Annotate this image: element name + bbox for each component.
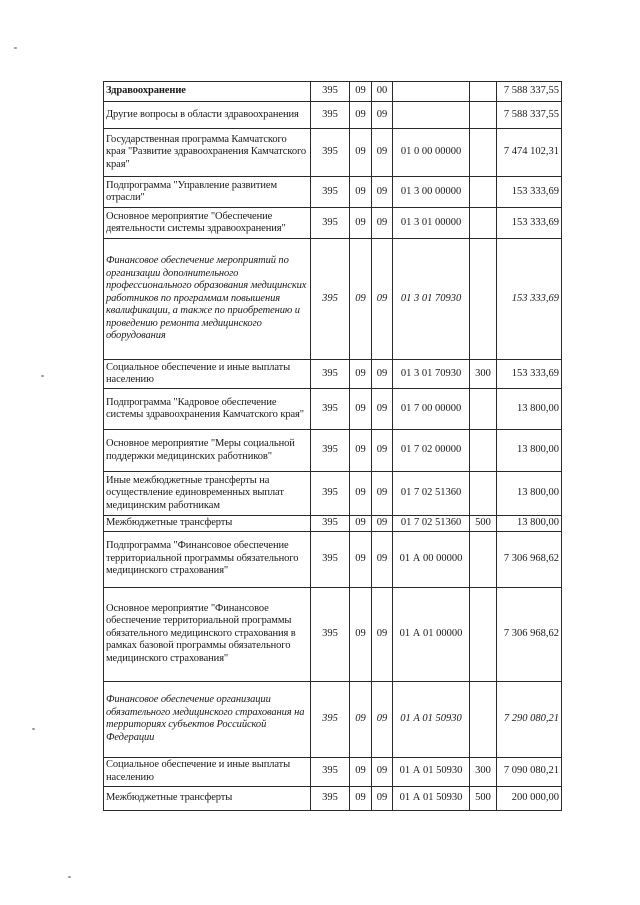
item-name-cell: Здравоохранение — [104, 82, 311, 102]
target-article-cell: 01 3 00 00000 — [393, 177, 470, 208]
section-code-cell: 09 — [350, 389, 372, 430]
table-row — [104, 516, 562, 532]
subsection-code-cell: 09 — [372, 360, 393, 389]
item-name-cell: Другие вопросы в области здравоохранения — [104, 102, 311, 129]
amount-cell: 153 333,69 — [497, 360, 562, 389]
subsection-code-cell: 09 — [372, 516, 393, 532]
table-row — [104, 472, 562, 516]
grbs-code-cell: 395 — [311, 102, 350, 129]
section-code-cell: 09 — [350, 102, 372, 129]
section-code-cell: 09 — [350, 531, 372, 587]
table-row — [104, 389, 562, 430]
subsection-code-cell: 09 — [372, 129, 393, 177]
grbs-code-cell: 395 — [311, 681, 350, 757]
amount-cell: 13 800,00 — [497, 472, 562, 516]
grbs-code-cell: 395 — [311, 757, 350, 786]
section-code-cell: 09 — [350, 587, 372, 681]
target-article-cell — [393, 82, 470, 102]
amount-cell: 13 800,00 — [497, 516, 562, 532]
amount-cell: 7 588 337,55 — [497, 82, 562, 102]
table-row — [104, 757, 562, 786]
subsection-code-cell: 09 — [372, 389, 393, 430]
expense-type-cell — [470, 430, 497, 472]
expense-type-cell — [470, 129, 497, 177]
expense-type-cell — [470, 472, 497, 516]
table-row — [104, 360, 562, 389]
subsection-code-cell: 00 — [372, 82, 393, 102]
grbs-code-cell: 395 — [311, 516, 350, 532]
item-name-cell: Межбюджетные трансферты — [104, 516, 311, 532]
section-code-cell: 09 — [350, 360, 372, 389]
subsection-code-cell: 09 — [372, 786, 393, 810]
item-name-cell: Подпрограмма "Кадровое обеспечение системы здравоохранения Камчатского края" — [104, 389, 311, 430]
expense-type-cell — [470, 82, 497, 102]
target-article-cell: 01 3 01 00000 — [393, 208, 470, 239]
item-name-cell: Основное мероприятие "Меры социальной поддержки медицинских работников" — [104, 430, 311, 472]
target-article-cell: 01 А 01 00000 — [393, 587, 470, 681]
target-article-cell: 01 7 02 51360 — [393, 472, 470, 516]
target-article-cell: 01 0 00 00000 — [393, 129, 470, 177]
section-code-cell: 09 — [350, 516, 372, 532]
budget-table-body — [104, 82, 562, 811]
table-row — [104, 177, 562, 208]
section-code-cell: 09 — [350, 82, 372, 102]
expense-type-cell — [470, 102, 497, 129]
amount-cell: 153 333,69 — [497, 208, 562, 239]
expense-type-cell: 300 — [470, 360, 497, 389]
subsection-code-cell: 09 — [372, 472, 393, 516]
item-name-cell: Основное мероприятие "Обеспечение деятельности системы здравоохранения" — [104, 208, 311, 239]
scan-speck — [68, 876, 71, 878]
section-code-cell: 09 — [350, 208, 372, 239]
amount-cell: 200 000,00 — [497, 786, 562, 810]
grbs-code-cell: 395 — [311, 82, 350, 102]
amount-cell: 13 800,00 — [497, 389, 562, 430]
table-row — [104, 430, 562, 472]
section-code-cell: 09 — [350, 430, 372, 472]
target-article-cell: 01 3 01 70930 — [393, 239, 470, 360]
amount-cell: 7 090 080,21 — [497, 757, 562, 786]
table-row — [104, 681, 562, 757]
subsection-code-cell: 09 — [372, 239, 393, 360]
scan-speck — [14, 47, 17, 49]
item-name-cell: Финансовое обеспечение организации обязательного медицинского страхования на территориях субъектов Российской Федерации — [104, 681, 311, 757]
subsection-code-cell: 09 — [372, 757, 393, 786]
table-row — [104, 531, 562, 587]
scan-speck — [41, 375, 44, 377]
amount-cell: 7 290 080,21 — [497, 681, 562, 757]
item-name-cell: Иные межбюджетные трансферты на осуществление единовременных выплат медицинским работникам — [104, 472, 311, 516]
item-name-cell: Финансовое обеспечение мероприятий по организации дополнительного профессионального образования медицинских работников по программам повышения квалификации, а также по приобретению и проведению ремонта медицинского оборудования — [104, 239, 311, 360]
item-name-cell: Социальное обеспечение и иные выплаты населению — [104, 360, 311, 389]
expense-type-cell — [470, 177, 497, 208]
item-name-cell: Подпрограмма "Финансовое обеспечение территориальной программы обязательного медицинского страхования" — [104, 531, 311, 587]
item-name-cell: Социальное обеспечение и иные выплаты населению — [104, 757, 311, 786]
grbs-code-cell: 395 — [311, 360, 350, 389]
grbs-code-cell: 395 — [311, 472, 350, 516]
amount-cell: 7 474 102,31 — [497, 129, 562, 177]
table-row — [104, 587, 562, 681]
target-article-cell: 01 7 02 51360 — [393, 516, 470, 532]
target-article-cell — [393, 102, 470, 129]
item-name-cell: Межбюджетные трансферты — [104, 786, 311, 810]
section-code-cell: 09 — [350, 239, 372, 360]
table-row — [104, 239, 562, 360]
amount-cell: 7 588 337,55 — [497, 102, 562, 129]
amount-cell: 153 333,69 — [497, 177, 562, 208]
target-article-cell: 01 А 01 50930 — [393, 681, 470, 757]
subsection-code-cell: 09 — [372, 208, 393, 239]
expense-type-cell: 300 — [470, 757, 497, 786]
target-article-cell: 01 3 01 70930 — [393, 360, 470, 389]
expense-type-cell — [470, 208, 497, 239]
table-row — [104, 786, 562, 810]
subsection-code-cell: 09 — [372, 430, 393, 472]
target-article-cell: 01 А 01 50930 — [393, 757, 470, 786]
section-code-cell: 09 — [350, 786, 372, 810]
grbs-code-cell: 395 — [311, 239, 350, 360]
section-code-cell: 09 — [350, 129, 372, 177]
grbs-code-cell: 395 — [311, 430, 350, 472]
subsection-code-cell: 09 — [372, 587, 393, 681]
expense-type-cell — [470, 681, 497, 757]
expense-type-cell — [470, 239, 497, 360]
table-row — [104, 82, 562, 102]
grbs-code-cell: 395 — [311, 129, 350, 177]
amount-cell: 7 306 968,62 — [497, 587, 562, 681]
section-code-cell: 09 — [350, 681, 372, 757]
expense-type-cell: 500 — [470, 786, 497, 810]
section-code-cell: 09 — [350, 472, 372, 516]
grbs-code-cell: 395 — [311, 531, 350, 587]
subsection-code-cell: 09 — [372, 531, 393, 587]
expense-type-cell: 500 — [470, 516, 497, 532]
table-row — [104, 102, 562, 129]
expense-type-cell — [470, 389, 497, 430]
grbs-code-cell: 395 — [311, 208, 350, 239]
target-article-cell: 01 7 02 00000 — [393, 430, 470, 472]
subsection-code-cell: 09 — [372, 681, 393, 757]
section-code-cell: 09 — [350, 177, 372, 208]
subsection-code-cell: 09 — [372, 102, 393, 129]
amount-cell: 7 306 968,62 — [497, 531, 562, 587]
table-row — [104, 208, 562, 239]
scan-speck — [32, 728, 35, 730]
grbs-code-cell: 395 — [311, 389, 350, 430]
target-article-cell: 01 А 01 50930 — [393, 786, 470, 810]
expense-type-cell — [470, 531, 497, 587]
item-name-cell: Подпрограмма "Управление развитием отрасли" — [104, 177, 311, 208]
target-article-cell: 01 7 00 00000 — [393, 389, 470, 430]
target-article-cell: 01 А 00 00000 — [393, 531, 470, 587]
grbs-code-cell: 395 — [311, 786, 350, 810]
table-row — [104, 129, 562, 177]
subsection-code-cell: 09 — [372, 177, 393, 208]
budget-table — [103, 81, 562, 811]
item-name-cell: Государственная программа Камчатского края "Развитие здравоохранения Камчатского края" — [104, 129, 311, 177]
amount-cell: 153 333,69 — [497, 239, 562, 360]
amount-cell: 13 800,00 — [497, 430, 562, 472]
expense-type-cell — [470, 587, 497, 681]
item-name-cell: Основное мероприятие "Финансовое обеспечение территориальной программы обязательного медицинского страхования в рамках базовой программы обязательного медицинского страхования" — [104, 587, 311, 681]
grbs-code-cell: 395 — [311, 177, 350, 208]
grbs-code-cell: 395 — [311, 587, 350, 681]
section-code-cell: 09 — [350, 757, 372, 786]
